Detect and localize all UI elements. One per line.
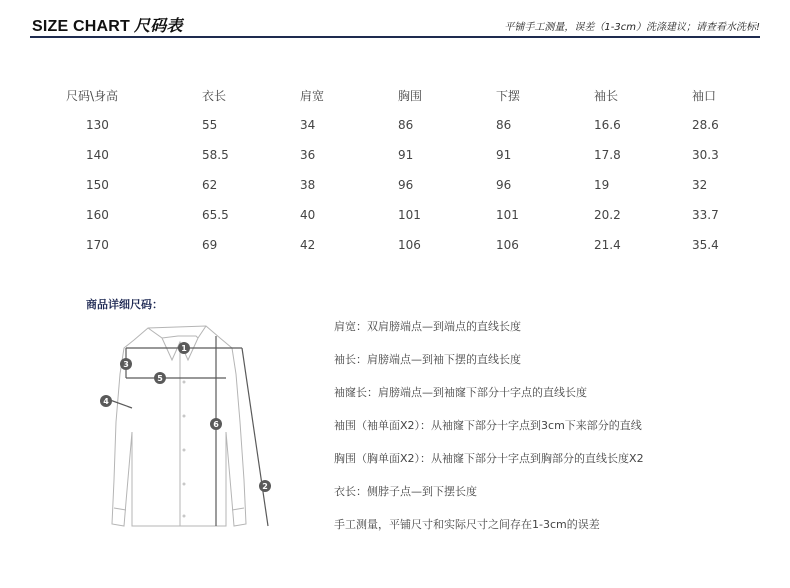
marker-4: 4 — [103, 397, 109, 406]
table-cell: 20.2 — [594, 208, 621, 222]
size-chart-title — [32, 13, 183, 36]
table-cell: 86 — [496, 118, 512, 132]
table-row — [66, 230, 772, 260]
sleeve-measure-line — [242, 348, 268, 526]
table-cell: 101 — [398, 208, 421, 222]
marker-1: 1 — [181, 344, 187, 353]
table-cell: 34 — [300, 118, 316, 132]
marker-6: 6 — [213, 420, 219, 429]
table-row — [66, 170, 772, 200]
button — [183, 415, 186, 418]
shirt-outline — [112, 326, 246, 526]
table-cell: 140 — [86, 148, 109, 162]
column-header: 下摆 — [496, 88, 521, 103]
table-cell: 32 — [692, 178, 708, 192]
table-cell: 106 — [496, 238, 519, 252]
table-cell: 130 — [86, 118, 109, 132]
header-divider — [30, 36, 760, 38]
collar-outline — [148, 326, 206, 360]
table-cell: 16.6 — [594, 118, 621, 132]
table-cell: 30.3 — [692, 148, 719, 162]
table-cell: 101 — [496, 208, 519, 222]
table-cell: 160 — [86, 208, 109, 222]
column-header: 尺码\身高 — [66, 88, 119, 103]
size-table — [66, 80, 772, 260]
table-cell: 170 — [86, 238, 109, 252]
table-cell: 62 — [202, 178, 218, 192]
table-header-row — [66, 80, 772, 110]
shirt-measurement-diagram — [90, 312, 280, 542]
column-header: 胸围 — [398, 88, 423, 103]
description-chest: 胸围（胸单面X2）：从袖窿下部分十字点到胸部分的直线长度X2 — [334, 452, 644, 465]
measurement-descriptions — [334, 318, 774, 549]
table-cell: 38 — [300, 178, 316, 192]
table-cell: 106 — [398, 238, 421, 252]
table-cell: 86 — [398, 118, 414, 132]
table-row — [66, 200, 772, 230]
table-cell: 55 — [202, 118, 218, 132]
description-shoulder: 肩宽：双肩膀端点—到端点的直线长度 — [334, 320, 521, 333]
table-row — [66, 110, 772, 140]
table-cell: 35.4 — [692, 238, 719, 252]
column-header: 袖长 — [594, 88, 619, 103]
table-row — [66, 140, 772, 170]
column-header: 衣长 — [202, 88, 227, 103]
table-cell: 65.5 — [202, 208, 229, 222]
button — [183, 483, 186, 486]
title-cn: 尺码表 — [134, 18, 183, 35]
detail-title: 商品详细尺码： — [86, 298, 163, 311]
header — [0, 0, 790, 38]
table-cell: 17.8 — [594, 148, 621, 162]
column-header: 肩宽 — [300, 88, 325, 103]
table-cell: 96 — [496, 178, 512, 192]
marker-3: 3 — [123, 360, 129, 369]
marker-2: 2 — [262, 482, 268, 491]
table-cell: 69 — [202, 238, 218, 252]
description-length: 衣长：侧脖子点—到下摆长度 — [334, 485, 477, 498]
title-en: SIZE CHART — [32, 18, 130, 35]
description-sleeve-length: 袖长：肩膀端点—到袖下摆的直线长度 — [334, 353, 521, 366]
measurement-note: 平铺手工测量，误差（1-3cm）洗涤建议；请查看水洗标! — [504, 22, 760, 33]
table-cell: 58.5 — [202, 148, 229, 162]
button — [183, 381, 186, 384]
button — [183, 515, 186, 518]
table-cell: 36 — [300, 148, 316, 162]
table-cell: 96 — [398, 178, 414, 192]
cuff-measure-line — [110, 400, 132, 408]
table-cell: 150 — [86, 178, 109, 192]
marker-5: 5 — [157, 374, 163, 383]
table-cell: 33.7 — [692, 208, 719, 222]
table-cell: 91 — [496, 148, 512, 162]
table-cell: 28.6 — [692, 118, 719, 132]
table-cell: 40 — [300, 208, 316, 222]
button — [183, 449, 186, 452]
table-cell: 19 — [594, 178, 610, 192]
table-cell: 21.4 — [594, 238, 621, 252]
table-cell: 42 — [300, 238, 316, 252]
description-error-note: 手工测量，平铺尺寸和实际尺寸之间存在1-3cm的误差 — [334, 518, 600, 531]
column-header: 袖口 — [692, 88, 717, 103]
description-armhole: 袖窿长：肩膀端点—到袖窿下部分十字点的直线长度 — [334, 386, 587, 399]
description-sleeve-circumference: 袖围（袖单面X2）：从袖窿下部分十字点到3cm下来部分的直线 — [334, 419, 642, 432]
cuff-lines — [114, 508, 244, 510]
table-cell: 91 — [398, 148, 414, 162]
